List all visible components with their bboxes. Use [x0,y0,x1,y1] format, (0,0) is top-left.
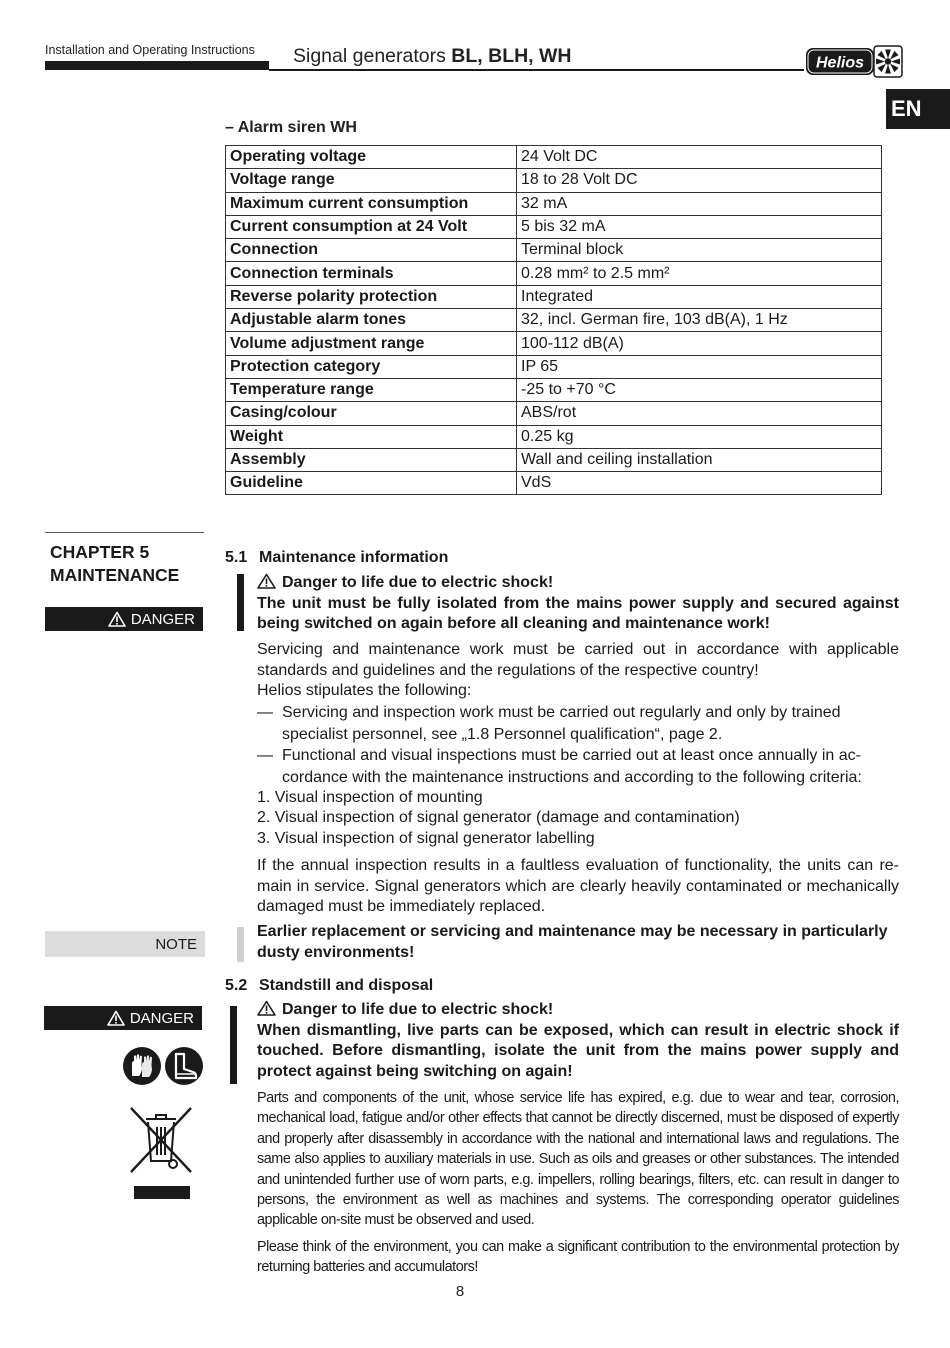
chapter-number: CHAPTER 5 [50,542,150,562]
spec-key: Connection [226,239,517,262]
section-5-1-heading [225,549,448,567]
weee-bar [134,1186,190,1199]
spec-key: Operating voltage [226,146,517,169]
criteria-item-3: 3. Visual inspection of signal generator labelling [257,830,595,847]
header-rule [269,69,804,71]
spec-key: Volume adjustment range [226,332,517,355]
spec-value: 100-112 dB(A) [517,332,882,355]
title-models: BL, BLH, WH [451,45,572,67]
warning-triangle-icon [257,573,276,589]
spec-key: Guideline [226,472,517,495]
table-row [226,285,882,308]
danger-label-2: DANGER [129,1009,194,1027]
table-row [226,355,882,378]
spec-key: Protection category [226,355,517,378]
spec-value: -25 to +70 °C [517,378,882,401]
gloves-icon [122,1046,162,1091]
spec-value: 24 Volt DC [517,146,882,169]
section-title: Maintenance information [259,549,449,566]
spec-value: Terminal block [517,239,882,262]
language-tab: EN [886,89,950,129]
danger-label-box [45,607,203,631]
spec-key: Voltage range [226,169,517,192]
table-row [226,332,882,355]
table-row [226,425,882,448]
spec-key: Weight [226,425,517,448]
section-title: Standstill and disposal [259,977,434,994]
table-row [226,215,882,238]
warning-bar [237,574,244,631]
spec-key: Adjustable alarm tones [226,309,517,332]
spec-key: Assembly [226,448,517,471]
header-bar [45,61,269,70]
safety-boots-icon [164,1046,204,1091]
warning-triangle-icon [257,1000,276,1016]
spec-key: Casing/colour [226,402,517,425]
spec-table-heading: – Alarm siren WH [225,119,357,136]
table-row [226,402,882,425]
note-text: Earlier replacement or servicing and maintenance may be necessary in particularly dusty environments! [257,923,888,961]
note-label: NOTE [155,935,197,953]
spec-value: Wall and ceiling installation [517,448,882,471]
note-bar [237,927,244,962]
criteria-item-2: 2. Visual inspection of signal generator (damage and contamination) [257,809,740,826]
table-row [226,472,882,495]
spec-value: Integrated [517,285,882,308]
warning-title: Danger to life due to electric shock! [257,1000,899,1021]
table-row [226,378,882,401]
chapter-heading [50,541,179,587]
page-title [293,45,572,68]
warning-text: The unit must be fully isolated from the mains power supply and secured against being switched on again before all cleaning and maintenance work! [257,594,899,632]
warning-block-5-2 [257,1000,899,1082]
title-prefix: Signal generators [293,45,446,67]
spec-value: 32 mA [517,192,882,215]
table-row [226,239,882,262]
table-row [226,262,882,285]
spec-key: Maximum current consumption [226,192,517,215]
table-row [226,146,882,169]
spec-value: 0.25 kg [517,425,882,448]
chapter-title: MAINTENANCE [50,565,180,585]
helios-logo [805,45,903,78]
maintenance-para-1: Servicing and maintenance work must be carried out in accordance with applicable standards and guidelines and the regulations of the respective country! [257,641,899,679]
list-item: — Servicing and inspection work must be carried out regularly and only by trained specialist personnel, see „1.8 Personnel qualification“, page 2. [257,704,841,743]
disposal-para-2: Please think of the environment, you can make a significant contribution to the environmental protection by returning batteries and accumulators! [257,1239,899,1276]
list-item: — Functional and visual inspections must be carried out at least once annually in ac-cordance with the maintenance instructions and according to the following criteria: [257,747,862,786]
chapter-rule [45,532,204,533]
page-number: 8 [455,1283,465,1300]
danger-label-box-2 [44,1006,202,1030]
note-label-box [45,931,205,957]
warning-block-5-1 [257,573,899,635]
document-type-label: Installation and Operating Instructions [45,43,255,57]
spec-key: Temperature range [226,378,517,401]
spec-key: Current consumption at 24 Volt [226,215,517,238]
logo-text: Helios [815,54,865,72]
spec-table [225,145,882,495]
warning-bar [230,1006,237,1084]
warning-text: When dismantling, live parts can be exposed, which can result in electric shock if touched. Before dismantling, isolate the unit from the mains power supply and protect against being switching on again! [257,1021,899,1080]
section-5-2-heading [225,977,433,995]
maintenance-para-3: If the annual inspection results in a faultless evaluation of functionality, the units can re-main in service. Signal generators which are clearly heavily contaminated or mechanically damaged must be immediately replaced. [257,857,899,915]
warning-triangle-icon [108,611,126,627]
maintenance-para-2: Helios stipulates the following: [257,682,472,699]
spec-value: ABS/rot [517,402,882,425]
danger-label: DANGER [130,610,195,628]
criteria-item-1: 1. Visual inspection of mounting [257,789,483,806]
table-row [226,448,882,471]
spec-value: VdS [517,472,882,495]
disposal-para-1: Parts and components of the unit, whose service life has expired, e.g. due to wear and tear, corrosion, mechanical load, fatigue and/or other effects that cannot be directly discerned, must be disposed of expertly and properly after disassembly in accordance with the national and international laws and regulations. The same also applies to auxiliary materials in use. Such as oils and greases or other substances. The intended and unintended further use of worn parts, e.g. impellers, rolling bearings, filters, etc. can result in danger to persons, the environment as well as machines and systems. The corresponding operator guidelines applicable on-site must be observed and used. [257,1090,899,1229]
weee-bin-icon [128,1105,194,1180]
warning-title: Danger to life due to electric shock! [257,573,899,594]
spec-value: 5 bis 32 mA [517,215,882,238]
table-row [226,309,882,332]
spec-value: 0.28 mm² to 2.5 mm² [517,262,882,285]
spec-key: Reverse polarity protection [226,285,517,308]
section-number: 5.1 [225,549,248,566]
table-row [226,192,882,215]
spec-value: 18 to 28 Volt DC [517,169,882,192]
section-number: 5.2 [225,977,248,994]
spec-value: 32, incl. German fire, 103 dB(A), 1 Hz [517,309,882,332]
warning-triangle-icon [107,1010,125,1026]
table-row [226,169,882,192]
spec-key: Connection terminals [226,262,517,285]
spec-value: IP 65 [517,355,882,378]
